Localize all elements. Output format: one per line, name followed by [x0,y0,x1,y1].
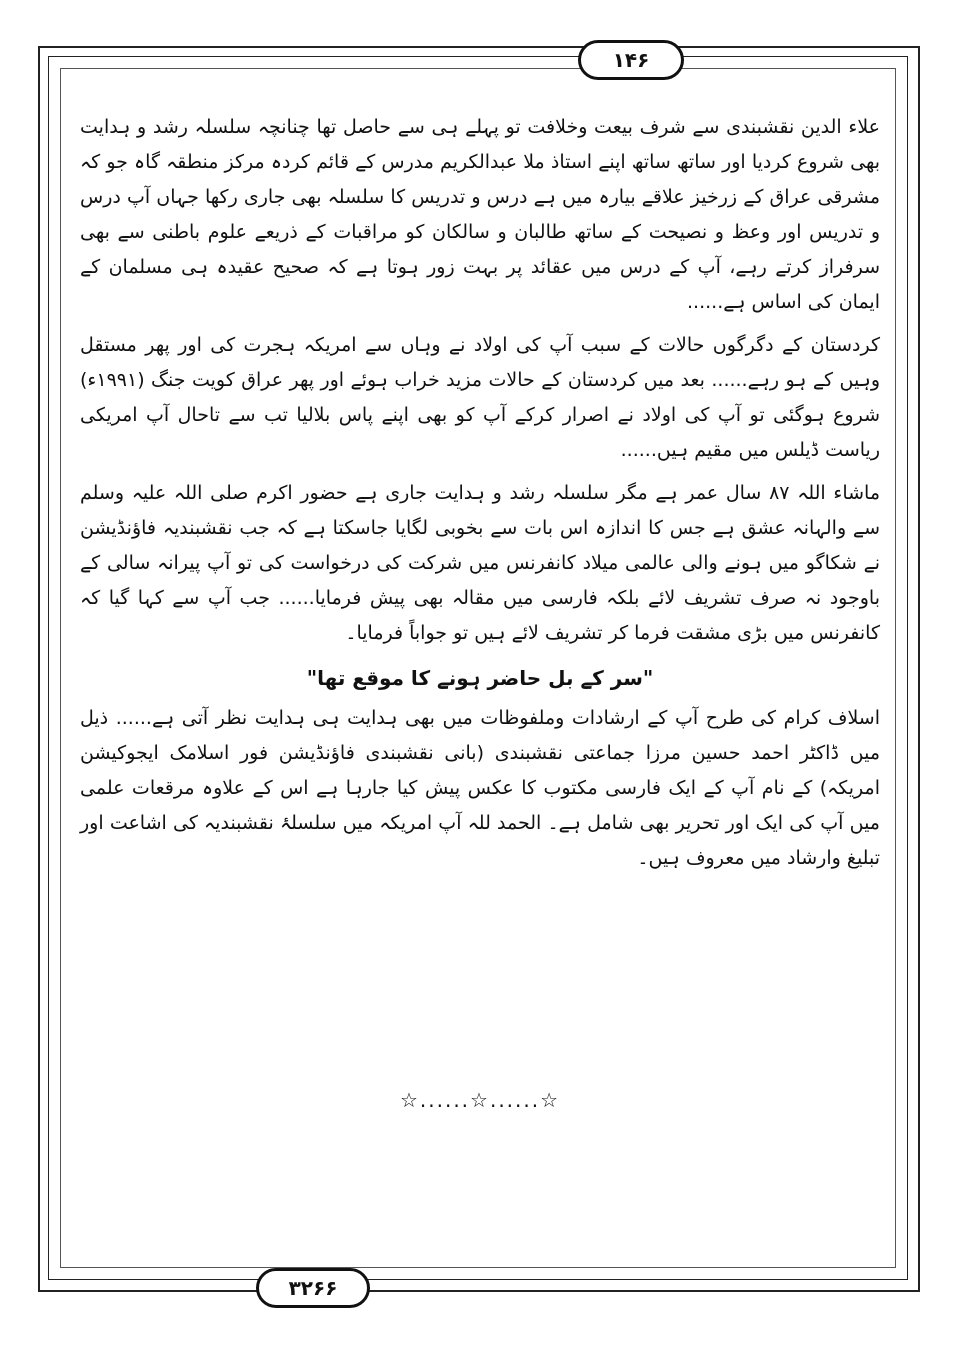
closing-paragraph: اسلاف کرام کی طرح آپ کے ارشادات وملفوظات میں بھی ہدایت ہی ہدایت نظر آتی ہے...... ذیل میں ڈاکٹر احمد حسین مرزا جماعتی نقشبندی (بانی نقشبندی فاؤنڈیشن فور اسلامک ایجوکیشن امریکہ) کے نام آپ کے ایک فارسی مکتوب کا عکس پیش کیا جارہا ہے اس کے علاوہ مرقعات علمی میں آپ کی ایک اور تحریر بھی شامل ہے۔ الحمد للہ آپ امریکہ میں سلسلۂ نقشبندیہ کی اشاعت اور تبلیغ وارشاد میں معروف ہیں۔ [80,707,880,869]
quote-heading: "سر کے بل حاضر ہونے کا موقع تھا" [306,666,654,690]
page-number-bottom: ۳۲۶۶ [256,1268,370,1308]
paragraph-3: ماشاء اللہ ۸۷ سال عمر ہے مگر سلسلہ رشد و ہدایت جاری ہے حضور اکرم صلی اللہ علیہ وسلم سے والہانہ عشق ہے جس کا اندازہ اس بات سے بخوبی لگایا جاسکتا ہے کہ جب نقشبندیہ فاؤنڈیشن نے شکاگو میں ہونے والی عالمی میلاد کانفرنس میں شرکت کی درخواست کی تو آپ پیرانہ سالی کے باوجود نہ صرف تشریف لائے بلکہ فارسی میں مقالہ بھی پیش فرمایا...... جب آپ سے کہا گیا کہ کانفرنس میں بڑی مشقت فرما کر تشریف لائے ہیں تو جواباً فرمایا۔ [80,482,880,644]
paragraph-1: علاء الدین نقشبندی سے شرف بیعت وخلافت تو پہلے ہی سے حاصل تھا چنانچہ سلسلہ رشد و ہدایت بھی شروع کردیا اور ساتھ ساتھ اپنے استاذ ملا عبدالکریم مدرس کے قائم کردہ مرکز منطقہ گاہ جو کہ مشرقی عراق کے زرخیز علاقے بیارہ میں ہے درس و تدریس کا سلسلہ بھی جاری رکھا جہاں آپ درس و تدریس اور وعظ و نصیحت کے ساتھ طالبان و سالکان کو مراقبات کے ذریعے علوم باطنی سے بھی سرفراز کرتے رہے، آپ کے درس میں عقائد پر بہت زور ہوتا ہے کہ صحیح عقیدہ ہی مسلمان کے ایمان کی اساس ہے...... [80,116,880,313]
star-separator: ☆......☆......☆ [399,1088,561,1112]
paragraph-2: کردستان کے دگرگوں حالات کے سبب آپ کی اولاد نے وہاں سے امریکہ ہجرت کی اور پھر مستقل وہیں کے ہو رہے...... بعد میں کردستان کے حالات مزید خراب ہوئے اور پھر عراق کویت جنگ (۱۹۹۱ء) شروع ہوگئی تو آپ کی اولاد نے اصرار کرکے آپ کو بھی اپنے پاس بلالیا تب سے تاحال آپ امریکی ریاست ڈیلس میں مقیم ہیں...... [80,334,880,461]
page-number-top: ۱۴۶ [578,40,684,80]
page-body [80,110,880,884]
